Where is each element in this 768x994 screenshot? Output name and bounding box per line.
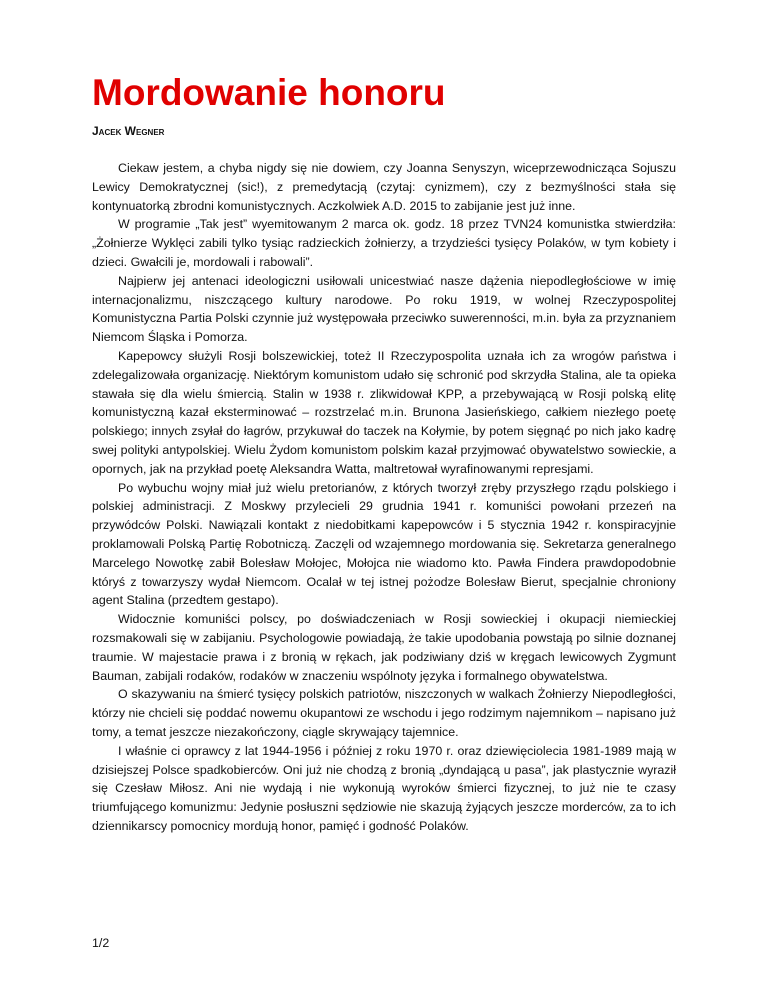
- page-number: 1/2: [92, 936, 110, 950]
- document-title: Mordowanie honoru: [92, 72, 446, 113]
- document-page: [92, 70, 676, 836]
- paragraph: O skazywaniu na śmierć tysięcy polskich patriotów, niszczonych w walkach Żołnierzy Niepodległości, którzy nie chcieli się poddać nowemu okupantowi ze wschodu i jego rodzimym najemnikom – napisano już tomy, a temat jeszcze niezakończony, ciągle skrywający tajemnice.: [92, 687, 676, 739]
- paragraph: Po wybuchu wojny miał już wielu pretorianów, z których tworzył zręby przyszłego rządu polskiego i polskiej administracji. Z Moskwy przylecieli 29 grudnia 1941 r. komuniści powołani przezeń na przywódców Polski. Nawiązali kontakt z niedobitkami kapepowców i 5 stycznia 1942 r. konspiracyjnie proklamowali Polską Partię Robotniczą. Zaczęli od wzajemnego mordowania się. Sekretarza generalnego Marcelego Nowotkę zabił Bolesław Mołojec, Mołojca nie wiadomo kto. Pawła Findera prawdopodobnie któryś z towarzyszy wydał Niemcom. Ocalał w tej istnej pożodze Bolesław Bierut, specjalnie chroniony agent Stalina (przedtem gestapo).: [92, 480, 676, 608]
- paragraph: Kapepowcy służyli Rosji bolszewickiej, toteż II Rzeczypospolita uznała ich za wrogów państwa i zdelegalizowała organizację. Niektórym komunistom udało się schronić pod skrzydła Stalina, ale ta opieka stawała się dla wielu śmiercią. Stalin w 1938 r. zlikwidował KPP, a przebywającą w Rosji polską elitę komunistyczną kazał eksterminować – rozstrzelać m.in. Brunona Jasieńskiego, całkiem niezłego poetę polskiego; innych zsyłał do łagrów, przykuwał do taczek na Kołymie, by potem sięgnąć po nich jako kadrę swej polityki antypolskiej. Wielu Żydom komunistom polskim kazał przyjmować obywatelstwo sowieckie, a opornych, jak na przykład poetę Aleksandra Watta, maltretował wyrafinowanymi represjami.: [92, 348, 676, 476]
- paragraph: I właśnie ci oprawcy z lat 1944-1956 i później z roku 1970 r. oraz dziewięciolecia 1981-1989 mają w dzisiejszej Polsce spadkobierców. Oni już nie chodzą z bronią „dyndającą u pasa”, jak plastycznie wyraził się Czesław Miłosz. Ani nie wydają i nie wykonują wyroków śmierci fizycznej, to już nie te czasy triumfującego komunizmu: Jedynie posłuszni sędziowie nie skazują żyjących jeszcze morderców, za to ich dziennikarscy pomocnicy mordują honor, pamięć i godność Polaków.: [92, 743, 676, 833]
- article-body: [92, 159, 676, 836]
- paragraph: W programie „Tak jest” wyemitowanym 2 marca ok. godz. 18 przez TVN24 komunistka stwierdziła: „Żołnierze Wyklęci zabili tylko tysiąc radzieckich żołnierzy, a trzydzieści tysięcy Polaków, w tym kobiety i dzieci. Gwałcili je, mordowali i rabowali”.: [92, 217, 676, 269]
- author-name: Jacek Wegner: [92, 124, 165, 138]
- paragraph: Widocznie komuniści polscy, po doświadczeniach w Rosji sowieckiej i okupacji niemieckiej rozsmakowali się w zabijaniu. Psychologowie powiadają, że takie upodobania powstają po silnie doznanej traumie. W majestacie prawa i z bronią w rękach, jak podziwiany dziś w kręgach lewicowych Zygmunt Bauman, zabijali rodaków, rodaków w znaczeniu wspólnoty języka i formalnego obywatelstwa.: [92, 612, 676, 683]
- paragraph: Najpierw jej antenaci ideologiczni usiłowali unicestwiać nasze dążenia niepodległościowe w imię internacjonalizmu, niszczącego kultury narodowe. Po roku 1919, w wolnej Rzeczypospolitej Komunistyczna Partia Polski czynnie już występowała przeciwko suwerenności, m.in. była za przyznaniem Niemcom Śląska i Pomorza.: [92, 273, 676, 345]
- paragraph: Ciekaw jestem, a chyba nigdy się nie dowiem, czy Joanna Senyszyn, wiceprzewodnicząca Sojuszu Lewicy Demokratycznej (sic!), z premedytacją (czytaj: cynizmem), czy z bezmyślności stała się kontynuatorką zbrodni komunistycznych. Aczkolwiek A.D. 2015 to zabijanie jest już inne.: [92, 161, 676, 213]
